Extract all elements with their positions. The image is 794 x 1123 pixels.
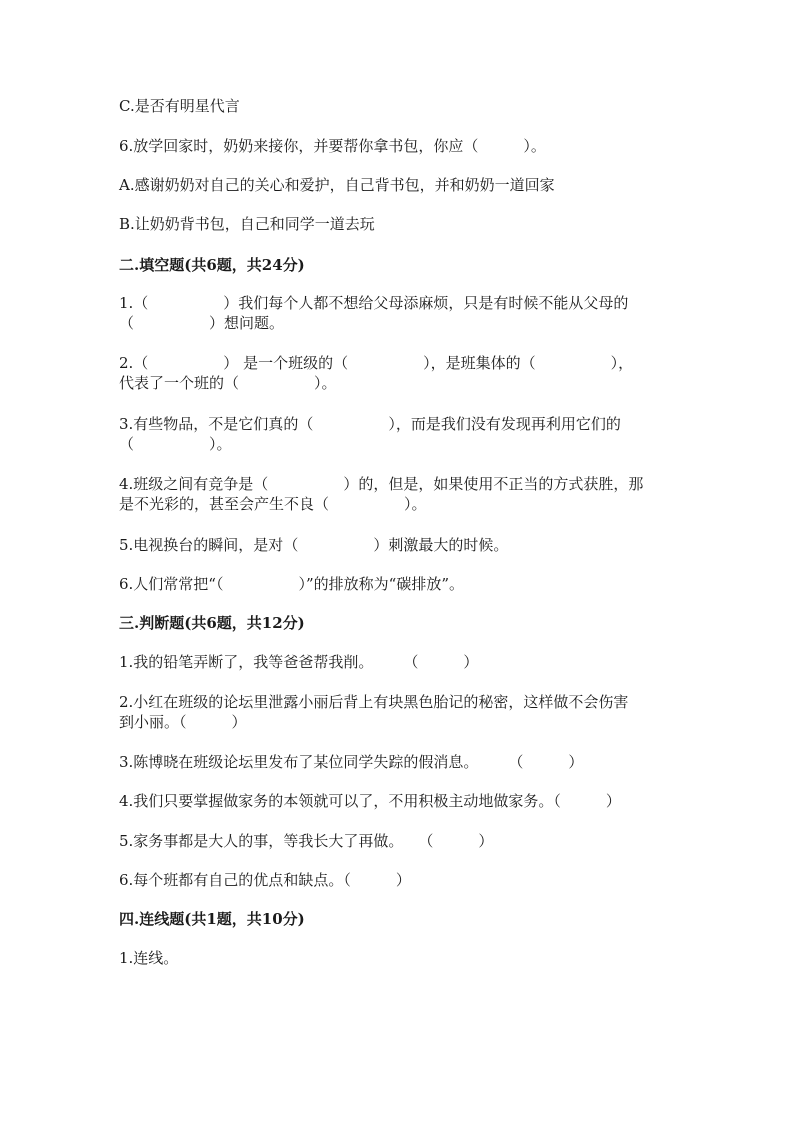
question-6-grandma: 6.放学回家时，奶奶来接你，并要帮你拿书包，你应（ ）。 [119,137,546,155]
fill-q3-line2: （ ）。 [119,435,232,453]
judge-q3: 3.陈博晓在班级论坛里发布了某位同学失踪的假消息。 （ ） [119,753,584,771]
fill-q4-line1: 4.班级之间有竞争是（ ）的，但是，如果使用不正当的方式获胜，那 [119,475,644,493]
judge-q6: 6.每个班都有自己的优点和缺点。（ ） [119,871,411,889]
q6-option-b: B.让奶奶背书包，自己和同学一道去玩 [119,215,375,233]
fill-q4-line2: 是不光彩的，甚至会产生不良（ ）。 [119,495,427,513]
section-heading-fill-blank: 二.填空题(共6题，共24分) [119,256,305,274]
section-heading-true-false: 三.判断题(共6题，共12分) [119,614,305,632]
fill-q2-line2: 代表了一个班的（ ）。 [119,374,337,392]
fill-q2-line1: 2.（ ） 是一个班级的（ ），是班集体的（ ）， [119,354,634,372]
judge-q5: 5.家务事都是大人的事，等我长大了再做。 （ ） [119,832,494,850]
judge-q2-line2: 到小丽。（ ） [119,713,247,731]
judge-q4: 4.我们只要掌握做家务的本领就可以了，不用积极主动地做家务。（ ） [119,792,621,810]
fill-q6: 6.人们常常把“（ ）”的排放称为“碳排放”。 [119,575,464,593]
q6-option-a: A.感谢奶奶对自己的关心和爱护，自己背书包，并和奶奶一道回家 [119,176,555,194]
section-heading-matching: 四.连线题(共1题，共10分) [119,910,305,928]
judge-q1: 1.我的铅笔弄断了，我等爸爸帮我削。 （ ） [119,653,479,671]
option-c-celebrity: C.是否有明星代言 [119,97,240,115]
fill-q1-line1: 1.（ ）我们每个人都不想给父母添麻烦，只是有时候不能从父母的 [119,294,629,312]
fill-q3-line1: 3.有些物品，不是它们真的（ ），而是我们没有发现再利用它们的 [119,415,621,433]
fill-q1-line2: （ ）想问题。 [119,314,285,332]
fill-q5: 5.电视换台的瞬间，是对（ ）刺激最大的时候。 [119,536,509,554]
judge-q2-line1: 2.小红在班级的论坛里泄露小丽后背上有块黑色胎记的秘密，这样做不会伤害 [119,693,629,711]
matching-q1: 1.连线。 [119,949,179,967]
